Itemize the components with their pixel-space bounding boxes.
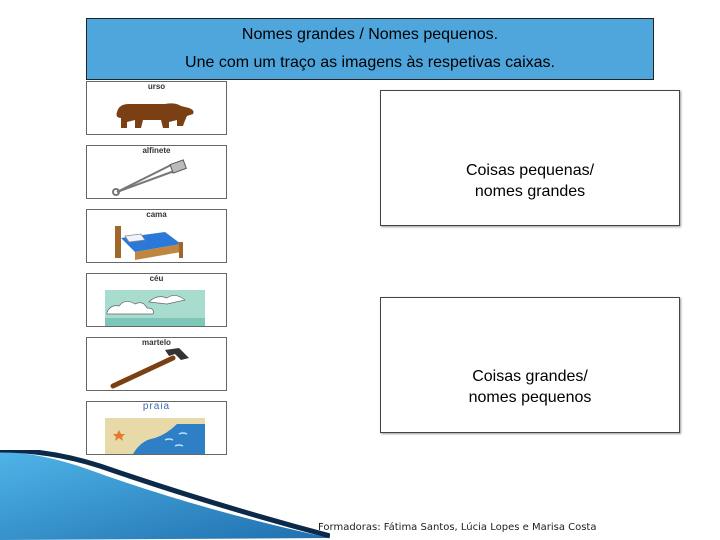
card-label: alfinete <box>142 146 171 155</box>
decorative-swoosh <box>0 450 330 540</box>
safety-pin-icon <box>105 154 205 198</box>
box-small-things[interactable] <box>380 90 680 226</box>
box-label-line1: Coisas pequenas/ <box>465 162 595 179</box>
beach-icon <box>105 410 205 454</box>
picture-card-cama[interactable] <box>86 209 227 263</box>
hammer-icon <box>105 346 205 390</box>
picture-card-praia[interactable] <box>86 401 227 455</box>
bed-icon <box>105 218 205 262</box>
card-label: cama <box>146 210 167 219</box>
box-label-line2: nomes grandes <box>474 183 586 200</box>
picture-card-urso[interactable] <box>86 81 227 135</box>
card-label: praia <box>142 401 171 412</box>
box-big-things[interactable] <box>380 297 680 433</box>
instruction-text: Une com um traço as imagens às respetivas caixas. <box>185 54 555 71</box>
picture-card-alfinete[interactable] <box>86 145 227 199</box>
page-title: Nomes grandes / Nomes pequenos. <box>241 26 499 43</box>
card-label: céu <box>149 274 164 283</box>
box-label-line1: Coisas grandes/ <box>472 368 588 385</box>
card-label: urso <box>147 82 166 91</box>
sky-icon <box>105 282 205 326</box>
footer-credits: Formadoras: Fátima Santos, Lúcia Lopes e Marisa Costa <box>318 522 597 533</box>
title-banner <box>86 18 654 80</box>
card-label: martelo <box>142 338 171 347</box>
bear-icon <box>105 90 205 134</box>
picture-card-ceu[interactable] <box>86 273 227 327</box>
box-label-line2: nomes pequenos <box>468 389 592 406</box>
picture-card-martelo[interactable] <box>86 337 227 391</box>
